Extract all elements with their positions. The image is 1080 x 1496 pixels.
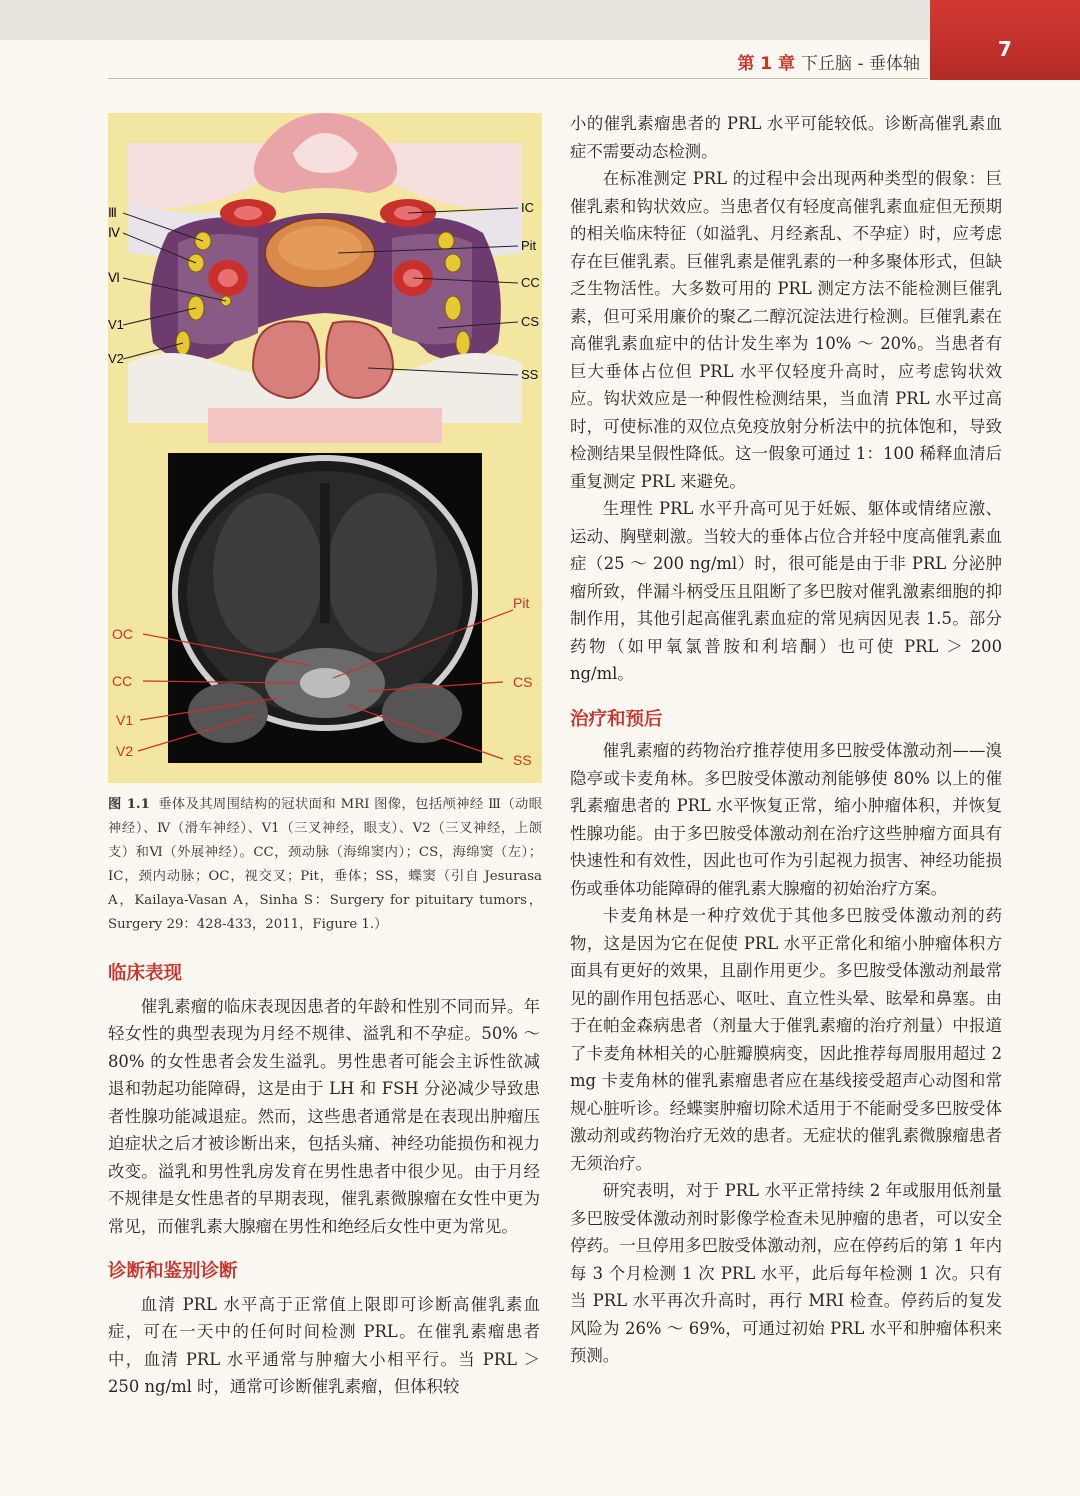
- diagram-label-CC: CC: [521, 275, 540, 290]
- diagram-label-IV: Ⅳ: [108, 225, 120, 240]
- caption-number: 图 1.1: [108, 797, 150, 812]
- diagram-label-Pit: Pit: [521, 238, 537, 253]
- mri-label-SS: SS: [513, 752, 532, 768]
- paragraph-discontinuation: 研究表明，对于 PRL 水平正常持续 2 年或服用低剂量多巴胺受体激动剂时影像学检查未见肿瘤的患者，可以安全停药。一旦停用多巴胺受体激动剂，应在停药后的第 1 年内每 3 个月检测 1 次 PRL 水平，此后每年检测 1 次。只有当 PRL 水平再次升高时，再行 MRI 检查。停药后的复发风险为 26% ～ 69%，可通过初始 PRL 水平和肿瘤体积来预测。: [570, 1181, 1002, 1365]
- diagram-label-SS: SS: [521, 367, 539, 382]
- mri-image: [108, 453, 542, 783]
- chapter-title: 下丘脑 - 垂体轴: [801, 53, 920, 74]
- figure-1-1: [108, 113, 542, 783]
- right-column: [570, 110, 1002, 1370]
- diagram-label-V1: V1: [108, 317, 124, 332]
- header-divider: [108, 78, 928, 79]
- diagram-label-III: Ⅲ: [108, 205, 117, 220]
- mri-label-OC: OC: [112, 626, 133, 642]
- section-title-clinical: 临床表现: [108, 963, 183, 984]
- coronal-diagram: [108, 113, 542, 443]
- paragraph-drug-therapy: 催乳素瘤的药物治疗推荐使用多巴胺受体激动剂——溴隐亭或卡麦角林。多巴胺受体激动剂能够使 80% 以上的催乳素瘤患者的 PRL 水平恢复正常，缩小肿瘤体积，并恢复性腺功能。由于多巴胺受体激动剂在治疗这些肿瘤方面具有快速性和有效性，因此也可作为引起视力损害、神经功能损伤或垂体功能障碍的催乳素大腺瘤的初始治疗方案。: [570, 741, 1002, 898]
- section-title-treatment: 治疗和预后: [570, 708, 663, 730]
- section-title-diagnosis: 诊断和鉴别诊断: [108, 1261, 238, 1282]
- paragraph-clinical: 催乳素瘤的临床表现因患者的年龄和性别不同而异。年轻女性的典型表现为月经不规律、溢乳和不孕症。50% ～ 80% 的女性患者会发生溢乳。男性患者可能会主诉性欲减退和勃起功能障碍，这是由于 LH 和 FSH 分泌减少导致患者性腺功能减退症。然而，这些患者通常是在表现出肿瘤压迫症状之后才被诊断出来，包括头痛、神经功能损伤和视力改变。溢乳和男性乳房发育在男性患者中很少见。由于月经不规律是女性患者的早期表现，催乳素微腺瘤在女性中更为常见，而催乳素大腺瘤在男性和绝经后女性中更为常见。: [108, 996, 540, 1236]
- page-number-tab: [930, 0, 1080, 80]
- running-header: [650, 46, 920, 76]
- figure-caption: [108, 793, 542, 937]
- mri-label-Pit: Pit: [513, 595, 530, 611]
- header-strip: [0, 0, 930, 40]
- chapter-number: 第 1 章: [737, 53, 796, 74]
- mri-label-CS: CS: [513, 674, 533, 690]
- mri-label-CC: CC: [112, 673, 133, 689]
- diagram-label-IC: IC: [521, 200, 534, 215]
- paragraph-diagnosis: 血清 PRL 水平高于正常值上限即可诊断高催乳素血症，可在一天中的任何时间检测 PRL。在催乳素瘤患者中，血清 PRL 水平通常与肿瘤大小相平行。当 PRL ＞ 250 ng/ml 时，通常可诊断催乳素瘤，但体积较: [108, 1294, 540, 1396]
- diagram-label-CS: CS: [521, 314, 540, 329]
- mri-label-V2: V2: [116, 743, 134, 759]
- caption-text: 垂体及其周围结构的冠状面和 MRI 图像，包括颅神经 Ⅲ（动眼神经）、Ⅳ（滑车神经）、V1（三叉神经，眼支）、V2（三叉神经，上颌支）和Ⅵ（外展神经）。CC，颈动脉（海绵窦内）；CS，海绵窦（左）；IC，颈内动脉；OC，视交叉；Pit，垂体；SS，蝶窦（引自 Jesurasa A，Kailaya-Vasan A，Sinha S：Surgery for pituitary tumors，Surgery 29：428-433，2011，Figure 1.）: [108, 797, 542, 932]
- paragraph-continuation: 小的催乳素瘤患者的 PRL 水平可能较低。诊断高催乳素血症不需要动态检测。: [570, 114, 1002, 161]
- paragraph-cabergoline: 卡麦角林是一种疗效优于其他多巴胺受体激动剂的药物，这是因为它在促使 PRL 水平正常化和缩小肿瘤体积方面具有更好的效果，且副作用更少。多巴胺受体激动剂最常见的副作用包括恶心、呕吐、直立性头晕、眩晕和鼻塞。由于在帕金森病患者（剂量大于催乳素瘤的治疗剂量）中报道了卡麦角林相关的心脏瓣膜病变，因此推荐每周服用超过 2 mg 卡麦角林的催乳素瘤患者应在基线接受超声心动图和常规心脏听诊。经蝶窦肿瘤切除术适用于不能耐受多巴胺受体激动剂或药物治疗无效的患者。无症状的催乳素微腺瘤患者无须治疗。: [570, 906, 1002, 1173]
- page-number: 7: [998, 37, 1012, 61]
- paragraph-artifacts: 在标准测定 PRL 的过程中会出现两种类型的假象：巨催乳素和钩状效应。当患者仅有轻度高催乳素血症但无预期的相关临床特征（如溢乳、月经紊乱、不孕症）时，应考虑存在巨催乳素。巨催乳素是催乳素的一种多聚体形式，但缺乏生物活性。大多数可用的 PRL 测定方法不能检测巨催乳素，但可采用廉价的聚乙二醇沉淀法进行检测。巨催乳素在高催乳素血症中的估计发生率为 10% ～ 20%。当患者有巨大垂体占位但 PRL 水平仅轻度升高时，应考虑钩状效应。钩状效应是一种假性检测结果，当血清 PRL 水平过高时，可使标准的双位点免疫放射分析法中的抗体饱和，导致检测结果呈假性降低。这一假象可通过 1：100 稀释血清后重复测定 PRL 来避免。: [570, 169, 1002, 491]
- left-column: [108, 960, 540, 1401]
- paragraph-physiologic: 生理性 PRL 水平升高可见于妊娠、躯体或情绪应激、运动、胸壁刺激。当较大的垂体占位合并轻中度高催乳素血症（25 ～ 200 ng/ml）时，很可能是由于非 PRL 分泌肿瘤所致，伴漏斗柄受压且阻断了多巴胺对催乳激素细胞的抑制作用，其他引起高催乳素血症的常见病因见表 1.5。部分药物（如甲氧氯普胺和利培酮）也可使 PRL ＞ 200 ng/ml。: [570, 499, 1002, 683]
- diagram-label-V2: V2: [108, 351, 124, 366]
- diagram-label-VI: Ⅵ: [108, 270, 120, 285]
- mri-label-V1: V1: [116, 712, 134, 728]
